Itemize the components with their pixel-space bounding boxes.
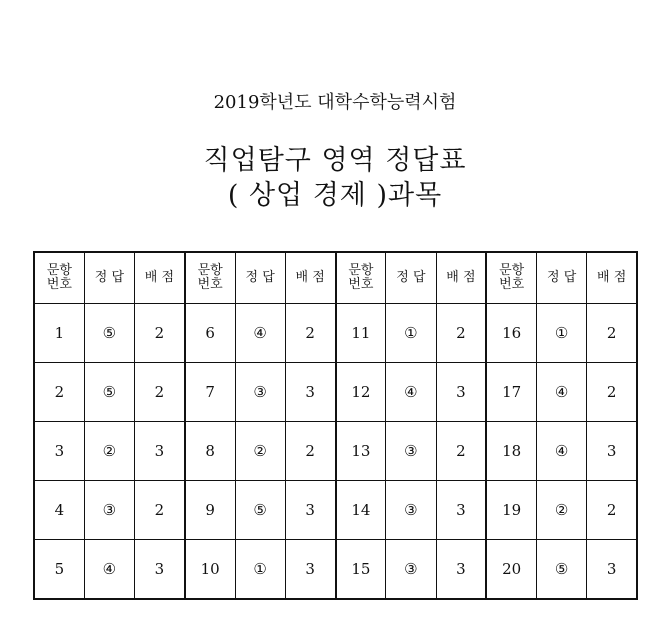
exam-subtitle: 2019학년도 대학수학능력시험 — [213, 92, 457, 113]
points-cell: 3 — [285, 481, 335, 540]
points-cell: 2 — [285, 304, 335, 363]
question-number-cell: 4 — [34, 481, 84, 540]
header-points: 배 점 — [436, 252, 486, 304]
question-number-cell: 20 — [486, 540, 536, 600]
points-cell: 3 — [436, 540, 486, 600]
answer-cell: ② — [235, 422, 285, 481]
question-number-cell: 2 — [34, 363, 84, 422]
answer-cell: ③ — [235, 363, 285, 422]
points-cell: 3 — [285, 363, 335, 422]
header-points: 배 점 — [135, 252, 185, 304]
points-cell: 2 — [135, 481, 185, 540]
header-question-number-line1: 문항 — [499, 263, 525, 278]
header-question-number — [185, 252, 235, 304]
question-number-cell: 7 — [185, 363, 235, 422]
question-number-cell: 18 — [486, 422, 536, 481]
question-number-cell: 17 — [486, 363, 536, 422]
answer-cell: ③ — [84, 481, 134, 540]
points-cell: 3 — [587, 540, 637, 600]
header-points: 배 점 — [285, 252, 335, 304]
page-title: 직업탐구 영역 정답표 — [203, 145, 467, 176]
answer-cell: ② — [84, 422, 134, 481]
question-number-cell: 13 — [336, 422, 386, 481]
subject-title: ( 상업 경제 )과목 — [227, 180, 443, 211]
answer-cell: ③ — [386, 422, 436, 481]
answer-table — [33, 251, 638, 600]
header-answer: 정 답 — [235, 252, 285, 304]
points-cell: 3 — [436, 481, 486, 540]
points-cell: 2 — [587, 304, 637, 363]
question-number-cell: 19 — [486, 481, 536, 540]
answer-cell: ④ — [84, 540, 134, 600]
header-question-number-line1: 문항 — [197, 263, 223, 278]
question-number-cell: 15 — [336, 540, 386, 600]
answer-cell: ③ — [386, 481, 436, 540]
answer-cell: ① — [537, 304, 587, 363]
points-cell: 2 — [587, 481, 637, 540]
answer-cell: ⑤ — [235, 481, 285, 540]
question-number-cell: 5 — [34, 540, 84, 600]
answer-cell: ④ — [235, 304, 285, 363]
answer-cell: ② — [537, 481, 587, 540]
header-question-number-line2: 번호 — [197, 277, 223, 292]
points-cell: 2 — [436, 304, 486, 363]
header-question-number-line2: 번호 — [46, 277, 72, 292]
header-question-number-line1: 문항 — [46, 263, 72, 278]
points-cell: 2 — [135, 363, 185, 422]
header-question-number — [336, 252, 386, 304]
question-number-cell: 12 — [336, 363, 386, 422]
header-question-number-line1: 문항 — [348, 263, 374, 278]
answer-cell: ① — [235, 540, 285, 600]
header-row — [34, 252, 637, 304]
answer-table-body — [34, 304, 637, 600]
question-number-cell: 16 — [486, 304, 536, 363]
question-number-cell: 3 — [34, 422, 84, 481]
question-number-cell: 14 — [336, 481, 386, 540]
table-row — [34, 304, 637, 363]
points-cell: 2 — [587, 363, 637, 422]
answer-cell: ① — [386, 304, 436, 363]
question-number-cell: 6 — [185, 304, 235, 363]
question-number-cell: 9 — [185, 481, 235, 540]
header-answer: 정 답 — [537, 252, 587, 304]
answer-cell: ⑤ — [84, 363, 134, 422]
table-row — [34, 363, 637, 422]
header-answer: 정 답 — [84, 252, 134, 304]
answer-table-header — [34, 252, 637, 304]
header-answer: 정 답 — [386, 252, 436, 304]
points-cell: 3 — [285, 540, 335, 600]
points-cell: 2 — [436, 422, 486, 481]
question-number-cell: 1 — [34, 304, 84, 363]
question-number-cell: 10 — [185, 540, 235, 600]
points-cell: 2 — [285, 422, 335, 481]
table-row — [34, 422, 637, 481]
answer-cell: ④ — [537, 363, 587, 422]
header-question-number — [486, 252, 536, 304]
question-number-cell: 11 — [336, 304, 386, 363]
points-cell: 3 — [135, 540, 185, 600]
table-row — [34, 481, 637, 540]
points-cell: 3 — [436, 363, 486, 422]
answer-cell: ⑤ — [84, 304, 134, 363]
points-cell: 2 — [135, 304, 185, 363]
header-points: 배 점 — [587, 252, 637, 304]
answer-cell: ④ — [537, 422, 587, 481]
answer-cell: ⑤ — [537, 540, 587, 600]
header-question-number-line2: 번호 — [348, 277, 374, 292]
question-number-cell: 8 — [185, 422, 235, 481]
answer-cell: ④ — [386, 363, 436, 422]
answer-cell: ③ — [386, 540, 436, 600]
points-cell: 3 — [587, 422, 637, 481]
table-row — [34, 540, 637, 600]
header-question-number-line2: 번호 — [499, 277, 525, 292]
points-cell: 3 — [135, 422, 185, 481]
header-question-number — [34, 252, 84, 304]
